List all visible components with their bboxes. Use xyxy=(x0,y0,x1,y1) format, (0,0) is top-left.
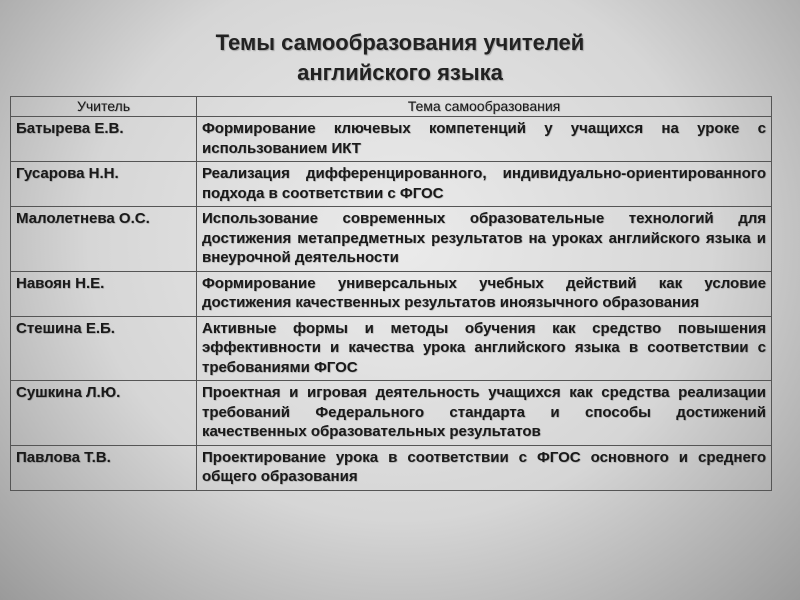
table-row xyxy=(11,381,772,446)
teacher-name: Сушкина Л.Ю. xyxy=(11,381,197,446)
slide-title xyxy=(0,28,800,88)
self-education-topic: Активные формы и методы обучения как средство повышения эффективности и качества урока английского языка в соответствии с требованиями ФГОС xyxy=(197,316,772,381)
self-education-topic: Проектирование урока в соответствии с ФГОС основного и среднего общего образования xyxy=(197,445,772,490)
title-line-1: Темы самообразования учителей xyxy=(215,30,585,55)
topics-table xyxy=(10,96,772,491)
table-row xyxy=(11,316,772,381)
table-row xyxy=(11,445,772,490)
teacher-name: Стешина Е.Б. xyxy=(11,316,197,381)
table-row xyxy=(11,271,772,316)
table-header-row xyxy=(11,97,772,117)
self-education-topic: Проектная и игровая деятельность учащихся как средства реализации требований Федерального стандарта и способы достижений качественных образовательных результатов xyxy=(197,381,772,446)
self-education-topic: Формирование ключевых компетенций у учащихся на уроке с использованием ИКТ xyxy=(197,117,772,162)
teacher-name: Батырева Е.В. xyxy=(11,117,197,162)
self-education-topic: Формирование универсальных учебных действий как условие достижения качественных результатов иноязычного образования xyxy=(197,271,772,316)
teacher-name: Павлова Т.В. xyxy=(11,445,197,490)
teacher-name: Навоян Н.Е. xyxy=(11,271,197,316)
self-education-topic: Использование современных образовательные технологий для достижения метапредметных результатов на уроках английского языка и внеурочной деятельности xyxy=(197,207,772,272)
title-line-2: английского языка xyxy=(297,60,503,85)
teacher-name: Малолетнева О.С. xyxy=(11,207,197,272)
header-topic: Тема самообразования xyxy=(197,97,772,117)
self-education-topic: Реализация дифференцированного, индивидуально-ориентированного подхода в соответствии с ФГОС xyxy=(197,162,772,207)
table-row xyxy=(11,207,772,272)
table-row xyxy=(11,162,772,207)
table-row xyxy=(11,117,772,162)
teacher-name: Гусарова Н.Н. xyxy=(11,162,197,207)
header-teacher: Учитель xyxy=(11,97,197,117)
